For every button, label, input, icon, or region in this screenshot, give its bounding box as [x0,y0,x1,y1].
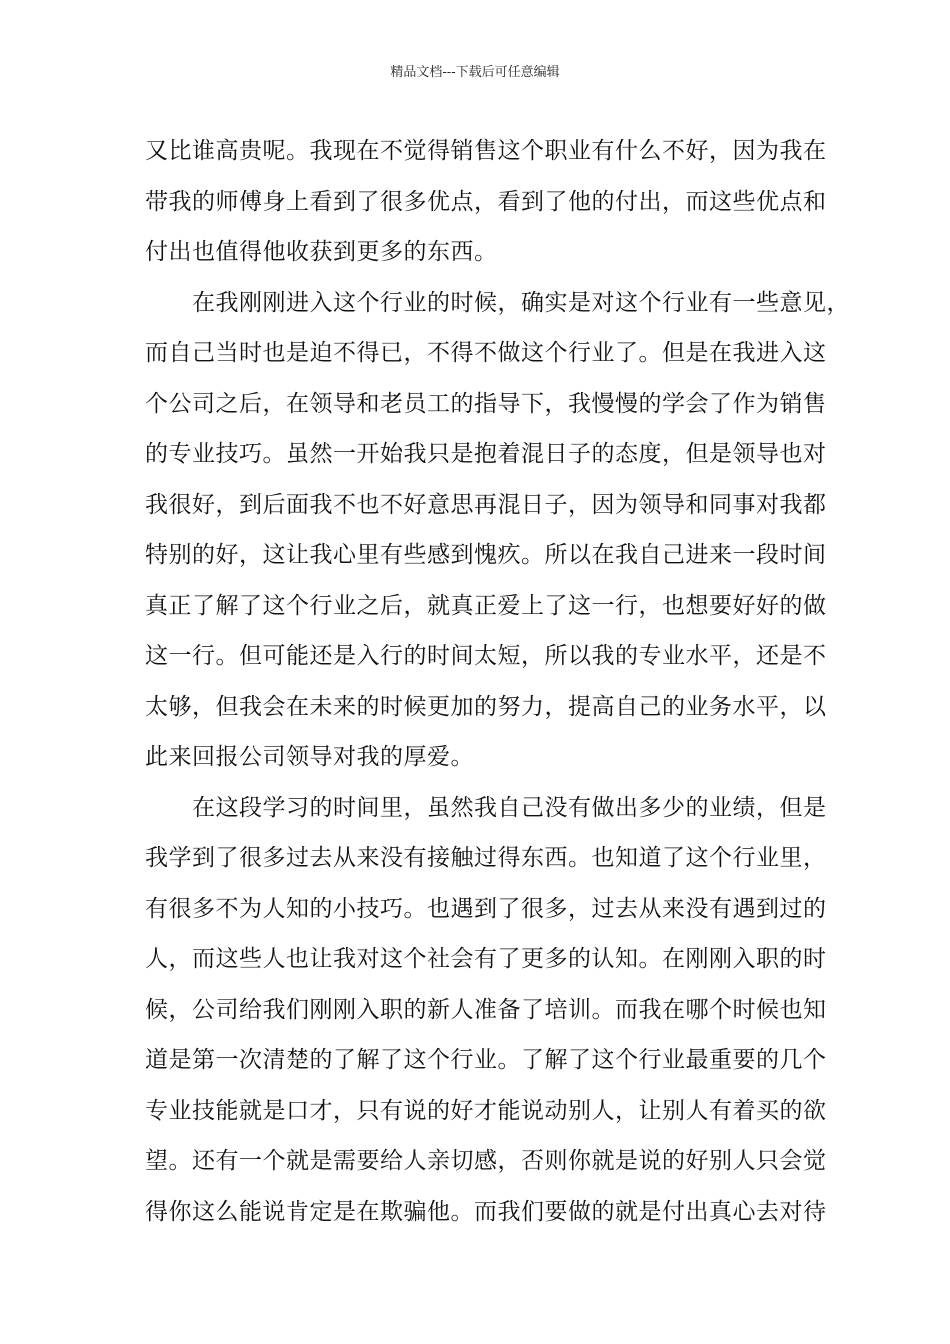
text-line: 有很多不为人知的小技巧。也遇到了很多，过去从来没有遇到过的 [145,895,827,922]
text-line: 这一行。但可能还是入行的时间太短，所以我的专业水平，还是不 [145,643,827,669]
text-line: 望。还有一个就是需要给人亲切感，否则你就是说的好别人只会觉 [145,1148,827,1174]
paragraph [145,126,827,278]
text-line: 带我的师傅身上看到了很多优点，看到了他的付出，而这些优点和 [145,188,827,215]
text-line: 太够，但我会在未来的时候更加的努力，提高自己的业务水平，以 [145,693,827,720]
text-line: 真正了解了这个行业之后，就真正爱上了这一行，也想要好好的做 [145,592,827,619]
text-line: 又比谁高贵呢。我现在不觉得销售这个职业有什么不好，因为我在 [145,138,827,164]
text-line: 专业技能就是口才，只有说的好才能说动别人，让别人有着买的欲 [145,1097,827,1124]
paragraph [145,783,827,1238]
text-line: 道是第一次清楚的了解了这个行业。了解了这个行业最重要的几个 [145,1047,827,1073]
page-header: 精品文档---下载后可任意编辑 [390,65,560,80]
text-line: 付出也值得他收获到更多的东西。 [145,239,498,265]
text-line: 人，而这些人也让我对这个社会有了更多的认知。在刚刚入职的时 [145,946,827,972]
text-line: 个公司之后，在领导和老员工的指导下，我慢慢的学会了作为销售 [145,390,827,417]
text-line: 候，公司给我们刚刚入职的新人准备了培训。而我在哪个时候也知 [145,996,827,1023]
text-line: 我很好，到后面我不也不好意思再混日子，因为领导和同事对我都 [145,491,827,518]
text-line: 而自己当时也是迫不得已，不得不做这个行业了。但是在我进入这 [145,340,827,366]
text-line: 特别的好，这让我心里有些感到愧疚。所以在我自己进来一段时间 [145,542,827,568]
text-line: 我学到了很多过去从来没有接触过得东西。也知道了这个行业里， [145,845,827,871]
document-body [145,126,850,1237]
text-line: 得你这么能说肯定是在欺骗他。而我们要做的就是付出真心去对待 [145,1198,827,1225]
text-line: 在这段学习的时间里，虽然我自己没有做出多少的业绩，但是 [192,794,827,821]
text-line: 此来回报公司领导对我的厚爱。 [145,744,474,770]
text-line: 在我刚刚进入这个行业的时候，确实是对这个行业有一些意见， [192,289,850,316]
paragraph [145,278,850,783]
text-line: 的专业技巧。虽然一开始我只是抱着混日子的态度，但是领导也对 [145,441,827,467]
